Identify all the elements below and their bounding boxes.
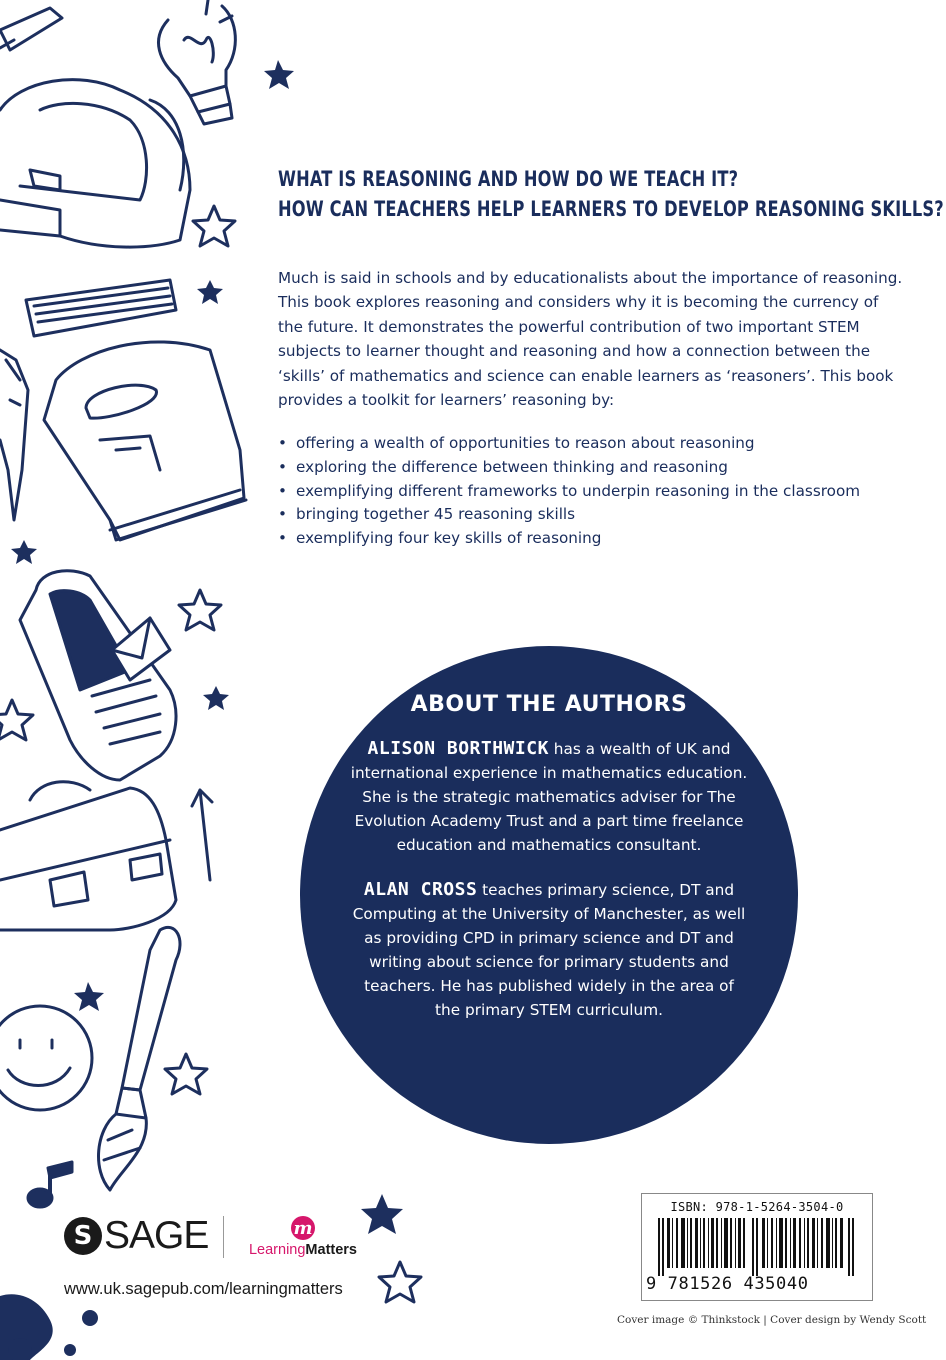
pen-top-icon <box>0 8 62 50</box>
mobile-phone-icon <box>20 571 176 780</box>
list-item: • exploring the difference between thinking and reasoning <box>278 456 898 480</box>
notebook-icon <box>44 342 246 540</box>
intro-paragraph <box>278 266 903 412</box>
intro-line: Much is said in schools and by educationalists about the importance of reasoning. <box>278 269 903 287</box>
bio-line: Evolution Academy Trust and a part time freelance <box>354 812 744 830</box>
briefcase-icon <box>0 782 176 930</box>
ink-splash-icon <box>0 1294 98 1360</box>
bio-line: education and mathematics consultant. <box>396 836 702 854</box>
intro-line: ‘skills’ of mathematics and science can enable learners as ‘reasoners’. This book <box>278 366 894 385</box>
book-icon <box>26 280 176 336</box>
lm-logo-text-a: Learning <box>248 1242 306 1258</box>
list-item: • exemplifying four key skills of reasoning <box>278 527 898 551</box>
list-item: • bringing together 45 reasoning skills <box>278 503 898 527</box>
bio-line: writing about science for primary students and <box>369 953 729 971</box>
bullet-list <box>278 432 898 551</box>
bio-line: teaches primary science, DT and <box>477 881 735 899</box>
pen-icon <box>0 350 28 520</box>
lm-logo-text-b: Matters <box>305 1242 357 1258</box>
music-note-icon <box>28 1162 72 1207</box>
author-name: ALAN CROSS <box>363 879 478 900</box>
bio-line: the primary STEM curriculum. <box>435 1001 663 1019</box>
list-item: • exemplifying different frameworks to underpin reasoning in the classroom <box>278 480 898 504</box>
publisher-url[interactable]: www.uk.sagepub.com/learningmatters <box>64 1280 343 1298</box>
light-bulb-icon <box>159 0 236 124</box>
bio-line: as providing CPD in primary science and DT and <box>364 929 734 947</box>
sage-logo-text: SAGE <box>104 1214 209 1257</box>
author-bio-1 <box>299 737 799 857</box>
sage-s-icon: S <box>64 1217 102 1255</box>
author-bio-2 <box>299 878 799 1022</box>
author-name: ALISON BORTHWICK <box>367 738 549 759</box>
learning-matters-m-icon: m <box>291 1216 315 1240</box>
list-item: • offering a wealth of opportunities to reason about reasoning <box>278 432 898 456</box>
cover-credits: Cover image © Thinkstock | Cover design by Wendy Scott <box>617 1314 927 1326</box>
bio-line: international experience in mathematics education. <box>350 764 748 782</box>
barcode-box <box>641 1193 873 1301</box>
backpack-icon <box>0 80 190 247</box>
headline-line-1: WHAT IS REASONING AND HOW DO WE TEACH IT? <box>278 167 739 191</box>
bio-line: teachers. He has published widely in the area of <box>364 977 734 995</box>
barcode-digits: 9 781526 435040 <box>646 1274 809 1294</box>
about-authors-title: ABOUT THE AUTHORS <box>410 692 688 717</box>
bio-line: She is the strategic mathematics adviser for The <box>362 788 736 806</box>
isbn-label: ISBN: 978-1-5264-3504-0 <box>670 1200 844 1214</box>
smiley-icon <box>0 1006 92 1110</box>
intro-line: the future. It demonstrates the powerful contribution of two important STEM <box>278 317 860 336</box>
learning-matters-logo <box>248 1216 358 1258</box>
arrow-icon <box>192 790 212 880</box>
headline-line-2: HOW CAN TEACHERS HELP LEARNERS TO DEVELOP REASONING SKILLS? <box>278 197 944 221</box>
bio-line: Computing at the University of Manchester, as well <box>352 905 746 923</box>
intro-line: This book explores reasoning and considers why it is becoming the currency of <box>278 293 879 312</box>
intro-line: provides a toolkit for learners’ reasoning by: <box>278 391 615 410</box>
headline <box>278 164 944 224</box>
intro-line: subjects to learner thought and reasoning and how a connection between the <box>278 342 871 361</box>
logo-divider <box>223 1216 224 1258</box>
paintbrush-icon <box>99 927 180 1190</box>
barcode-bars <box>654 1218 860 1276</box>
bio-line: has a wealth of UK and <box>548 740 731 758</box>
sage-logo <box>64 1216 208 1256</box>
